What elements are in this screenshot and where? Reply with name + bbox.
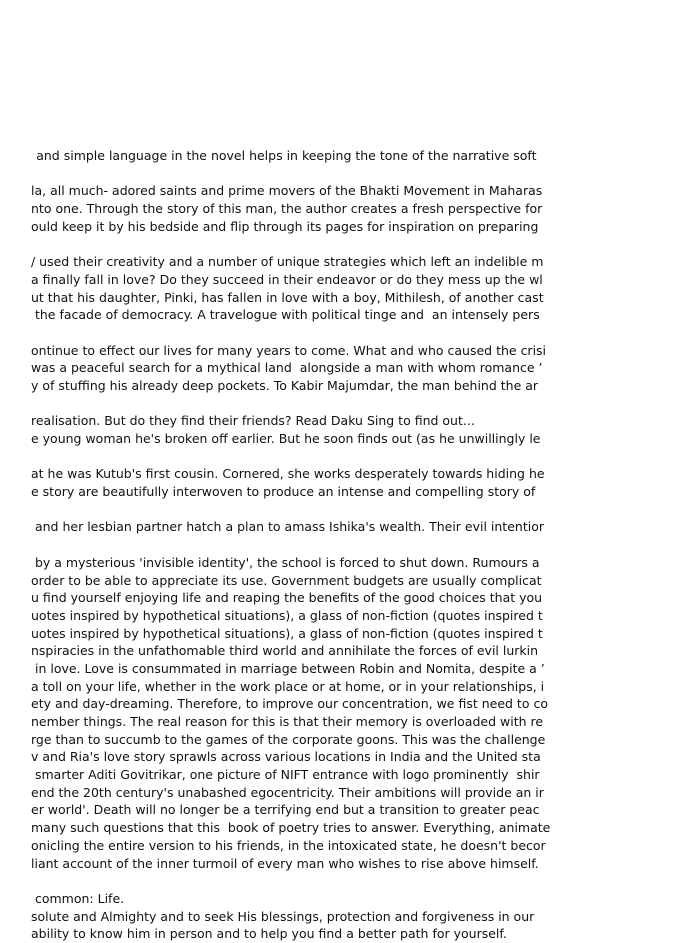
text-line: uotes inspired by hypothetical situations), a glass of non-fiction (quotes inspired t — [31, 607, 543, 623]
text-line: la, all much- adored saints and prime movers of the Bhakti Movement in Maharas — [31, 183, 543, 199]
text-body — [0, 147, 570, 943]
text-line: a finally fall in love? Do they succeed in their endeavor or do they mess up the wl — [31, 271, 543, 287]
text-line: u find yourself enjoying life and reaping the benefits of the good choices that you — [31, 590, 543, 606]
text-line: er world'. Death will no longer be a terrifying end but a transition to greater peac — [31, 802, 540, 818]
text-line: at he was Kutub's first cousin. Cornered, she works desperately towards hiding hе — [31, 466, 545, 482]
text-line: ould keep it by his bedside and flip through its pages for inspiration on preparing — [31, 218, 539, 234]
text-line: uotes inspired by hypothetical situations), a glass of non-fiction (quotes inspired t — [31, 625, 543, 641]
text-line: smarter Aditi Govitrikar, one picture of NIFT entrance with logo prominently shir — [31, 767, 540, 783]
blank-line — [0, 235, 570, 253]
text-line: nto one. Through the story of this man, the author creates a fresh perspective for — [31, 201, 543, 217]
text-line: many such questions that this book of poetry tries to answer. Everything, animate — [31, 820, 551, 836]
text-line: onicling the entire version to his friends, in the intoxicated state, he doesn't becor — [31, 837, 546, 853]
text-line: realisation. But do they find their friends? Read Daku Sing to find out... — [31, 413, 475, 429]
blank-line — [0, 165, 570, 183]
text-line: by a mysterious 'invisible identity', the school is forced to shut down. Rumours a — [31, 554, 540, 570]
text-line: ut that his daughter, Pinki, has fallen in love with a boy, Mithilesh, of another cast — [31, 289, 544, 305]
text-line: the facade of democracy. A travelogue with political tinge and an intensely pers — [31, 307, 540, 323]
blank-line — [0, 395, 570, 413]
text-line: common: Life. — [31, 890, 125, 906]
text-line: solute and Almighty and to seek His blessings, protection and forgiveness in our — [31, 908, 535, 924]
text-line: ability to know him in person and to help you find a better path for yourself. — [31, 926, 507, 942]
blank-line — [0, 872, 570, 890]
blank-line — [0, 536, 570, 554]
text-line: ety and day-dreaming. Therefore, to improve our concentration, we fist need to cο — [31, 696, 548, 712]
text-line: e story are beautifully interwoven to produce an intense and compelling story of — [31, 484, 536, 500]
text-line: nspiracies in the unfathomable third world and annihilate the forces of evil lurkin — [31, 643, 539, 659]
blank-line — [0, 448, 570, 466]
text-line: was a peaceful search for a mythical land alongside a man with whom romance ’ — [31, 360, 543, 376]
blank-line — [0, 501, 570, 519]
text-line: order to be able to appreciate its use. Government budgets are usually complicat — [31, 572, 542, 588]
blank-line — [0, 324, 570, 342]
text-line: e young woman he's broken off earlier. But he soon finds out (as he unwillingly le — [31, 431, 541, 446]
text-line: a toll on your life, whether in the work place or at home, or in your relationships, i — [31, 678, 545, 694]
text-line: and her lesbian partner hatch a plan to amass Ishika's wealth. Their evil intentior — [31, 519, 544, 535]
text-line: in love. Love is consummated in marriage between Robin and Nomita, despite a ’ — [31, 660, 545, 676]
text-line: v and Ria's love story sprawls across various locations in India and the United sta — [31, 749, 541, 765]
text-line: end the 20th century's unabashed egocentricity. Their ambitions will provide an ir — [31, 784, 544, 800]
text-line: nember things. The real reason for this is that their memory is overloaded with re — [31, 714, 544, 729]
text-line: ontinue to effect our lives for many years to come. What and who caused the crisi — [31, 342, 547, 358]
text-line: / used their creativity and a number of unique strategies which left an indelible m — [31, 254, 544, 270]
text-line: rge than to succumb to the games of the corporate goons. This was the challenge — [31, 731, 546, 747]
text-line: liant account of the inner turmoil of every man who wishes to rise above himself. — [31, 855, 539, 871]
text-line: y of stuffing his already deep pockets. To Kabir Majumdar, the man behind the ar — [31, 377, 539, 393]
text-line: and simple language in the novel helps in keeping the tone of the narrative soft — [31, 148, 537, 163]
